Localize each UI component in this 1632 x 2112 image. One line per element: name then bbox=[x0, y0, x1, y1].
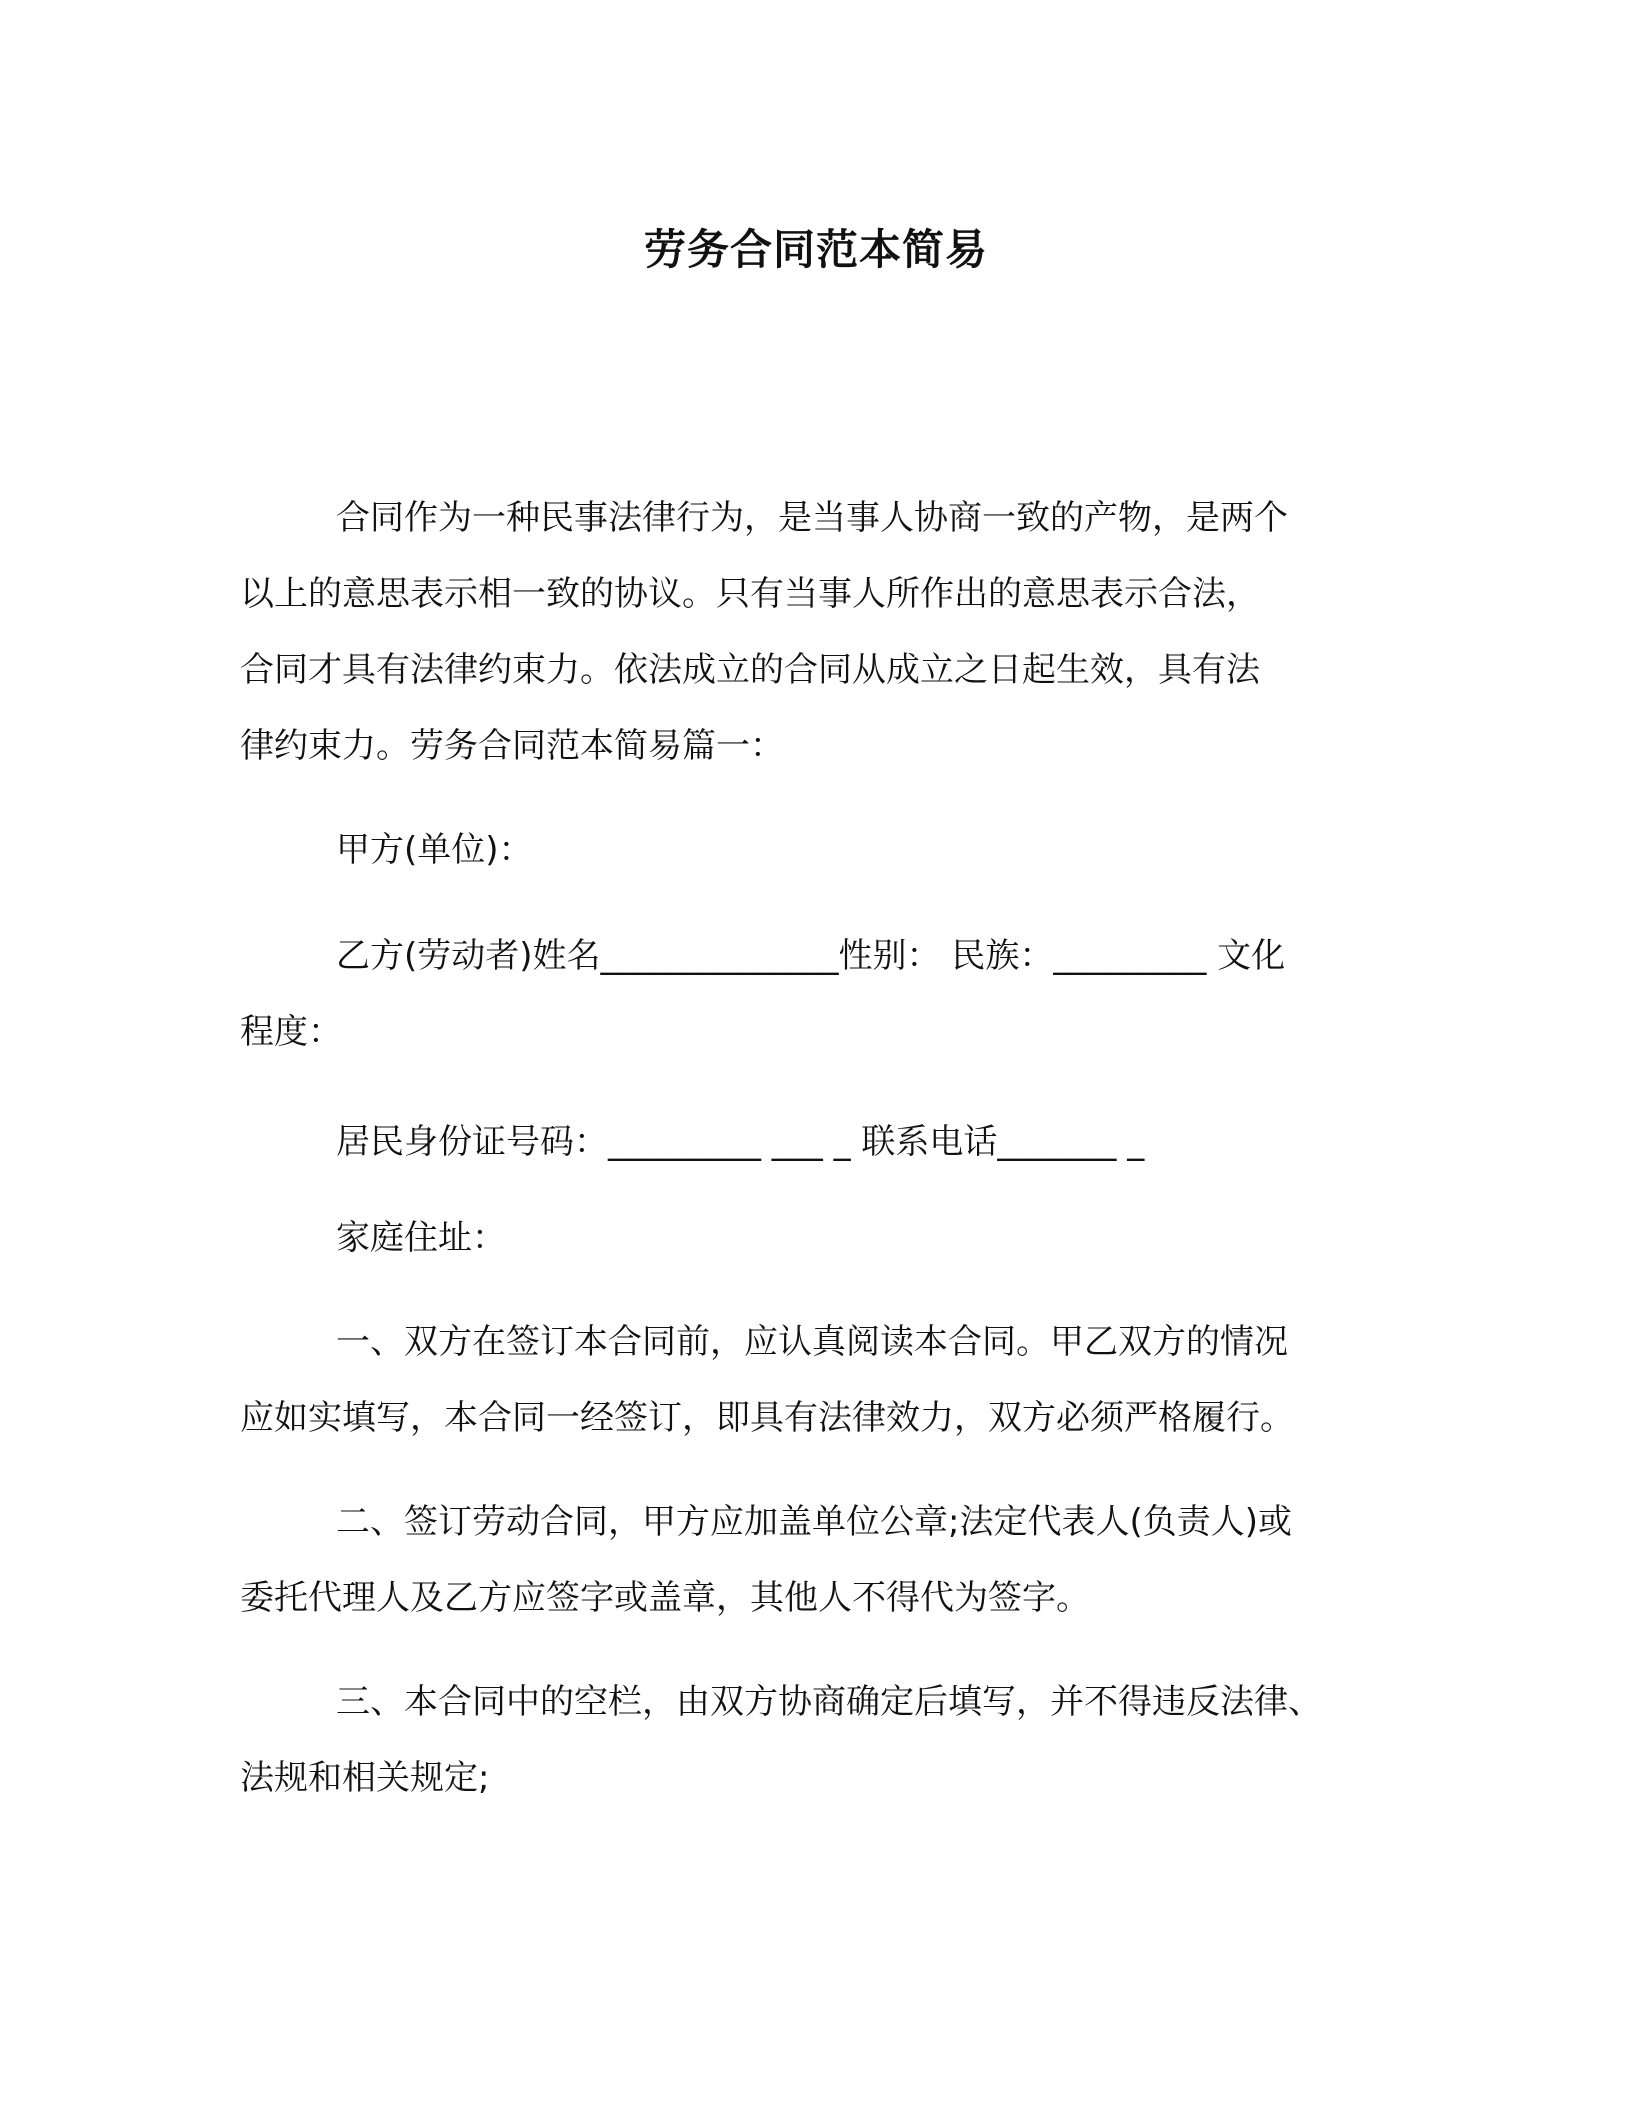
party-b-line-1: 乙方(劳动者)姓名______________性别： 民族：_________ 文化 bbox=[336, 936, 1286, 976]
clause-2-line-1: 二、签订劳动合同，甲方应加盖单位公章;法定代表人(负责人)或 bbox=[336, 1502, 1292, 1542]
clause-3-line-1: 三、本合同中的空栏，由双方协商确定后填写，并不得违反法律、 bbox=[336, 1682, 1322, 1722]
intro-line-2: 以上的意思表示相一致的协议。只有当事人所作出的意思表示合法， bbox=[240, 574, 1260, 614]
intro-line-3: 合同才具有法律约束力。依法成立的合同从成立之日起生效，具有法 bbox=[240, 650, 1260, 690]
intro-line-4: 律约束力。劳务合同范本简易篇一： bbox=[240, 726, 784, 766]
party-b-line-2: 程度： bbox=[240, 1012, 342, 1052]
clause-1-line-1: 一、双方在签订本合同前，应认真阅读本合同。甲乙双方的情况 bbox=[336, 1322, 1288, 1362]
id-phone-line: 居民身份证号码：_________ ___ _ 联系电话_______ _ bbox=[336, 1122, 1145, 1162]
party-a-line: 甲方(单位)： bbox=[336, 830, 533, 870]
document-title: 劳务合同范本简易 bbox=[643, 225, 988, 274]
intro-line-1: 合同作为一种民事法律行为，是当事人协商一致的产物，是两个 bbox=[336, 498, 1288, 538]
clause-2-line-2: 委托代理人及乙方应签字或盖章，其他人不得代为签字。 bbox=[240, 1578, 1090, 1618]
address-line: 家庭住址： bbox=[336, 1218, 506, 1258]
clause-1-line-2: 应如实填写，本合同一经签订，即具有法律效力，双方必须严格履行。 bbox=[240, 1398, 1294, 1438]
clause-3-line-2: 法规和相关规定; bbox=[240, 1758, 490, 1798]
